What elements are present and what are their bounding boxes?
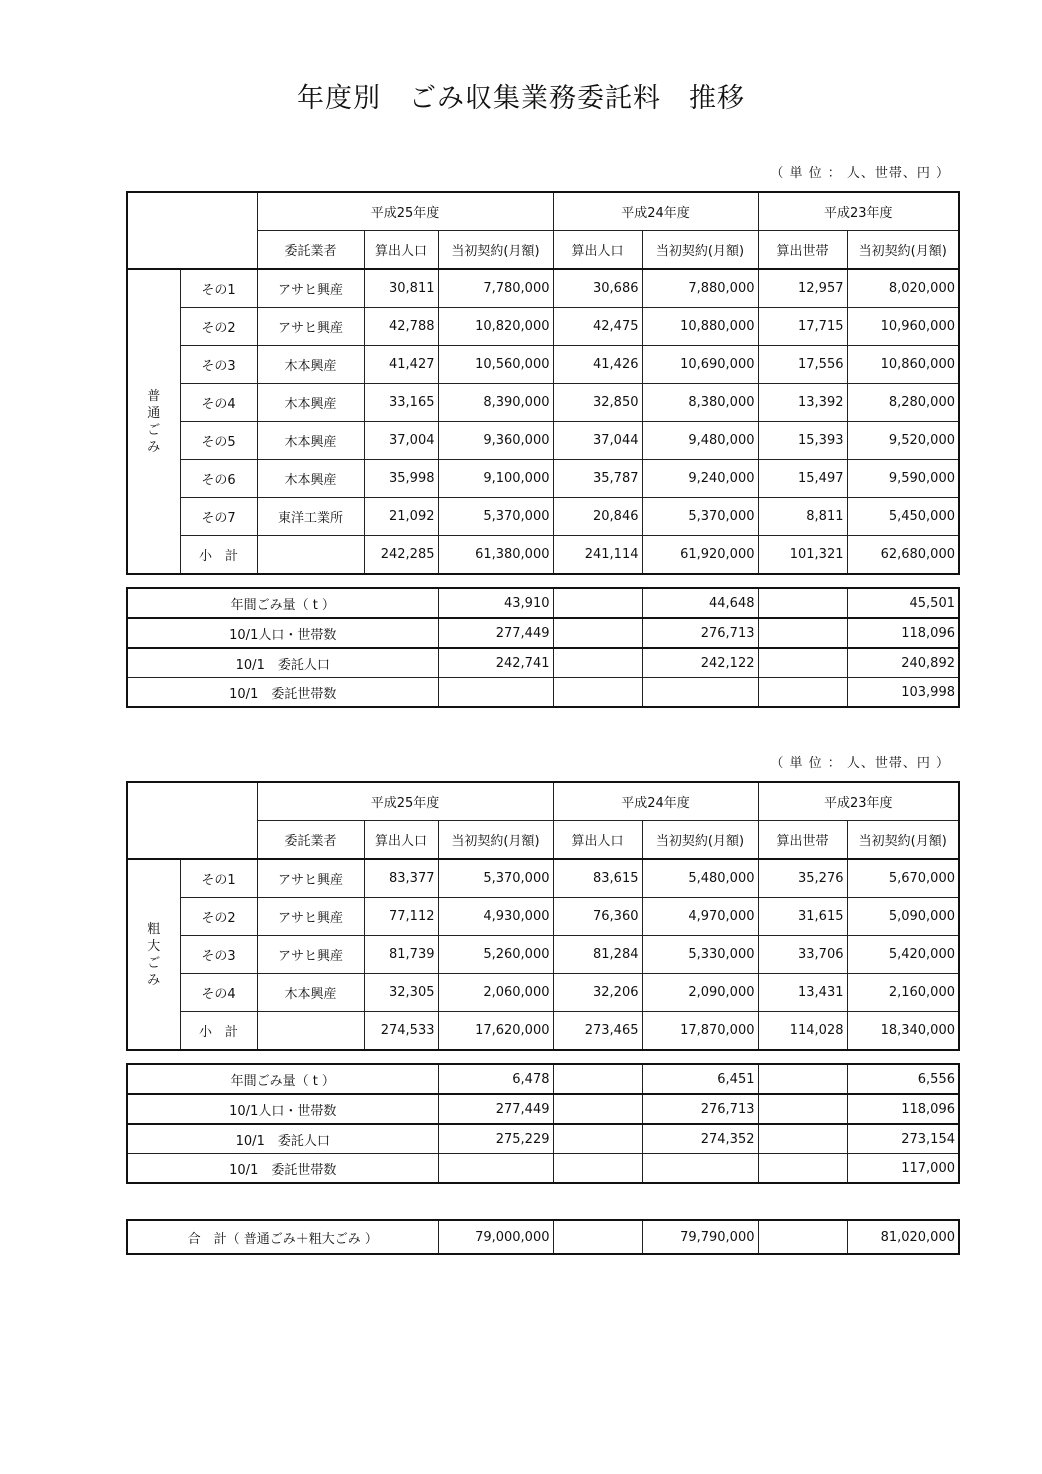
contractor-name: アサヒ興産 (257, 308, 364, 346)
normal-waste-table (126, 191, 960, 575)
row-label: その4 (180, 384, 257, 422)
value-cell: 18,340,000 (847, 1012, 959, 1051)
value-cell: 35,276 (758, 859, 847, 898)
value-cell: 7,780,000 (438, 269, 553, 308)
table-row (127, 498, 959, 536)
header-corner (127, 782, 257, 859)
table-row (127, 346, 959, 384)
empty-cell (758, 1220, 847, 1254)
col-initial-contract: 当初契約(月額) (438, 231, 553, 270)
value-cell: 9,480,000 (642, 422, 758, 460)
contractor-name: 木本興産 (257, 384, 364, 422)
value-cell: 62,680,000 (847, 536, 959, 575)
table-row (127, 859, 959, 898)
value-cell: 5,370,000 (438, 859, 553, 898)
contractor-name: アサヒ興産 (257, 898, 364, 936)
empty-cell (553, 1064, 642, 1094)
empty-cell (758, 648, 847, 678)
value-cell: 10,560,000 (438, 346, 553, 384)
value-cell: 8,811 (758, 498, 847, 536)
empty-cell (553, 588, 642, 618)
empty-cell (553, 1220, 642, 1254)
stats-row (127, 678, 959, 708)
table-row (127, 269, 959, 308)
value-cell (642, 678, 758, 708)
value-cell: 83,615 (553, 859, 642, 898)
page-title: 年度別 ごみ収集業務委託料 推移 (297, 83, 745, 114)
col-contractor: 委託業者 (257, 821, 364, 860)
col-pop-calc: 算出人口 (553, 231, 642, 270)
value-cell: 5,670,000 (847, 859, 959, 898)
value-cell: 241,114 (553, 536, 642, 575)
value-cell: 9,100,000 (438, 460, 553, 498)
subtotal-row (127, 1012, 959, 1051)
stats-row (127, 648, 959, 678)
value-cell: 43,910 (438, 588, 553, 618)
category-normal-waste: 普 通 ご み (127, 269, 180, 574)
value-cell: 35,787 (553, 460, 642, 498)
row-label: その5 (180, 422, 257, 460)
contractor-name: 木本興産 (257, 974, 364, 1012)
row-label: その4 (180, 974, 257, 1012)
value-cell (438, 678, 553, 708)
contractor-name: 東洋工業所 (257, 498, 364, 536)
value-cell: 2,160,000 (847, 974, 959, 1012)
stats-row (127, 1124, 959, 1154)
bulky-waste-table (126, 781, 960, 1051)
value-cell: 5,480,000 (642, 859, 758, 898)
value-cell: 31,615 (758, 898, 847, 936)
value-cell: 5,420,000 (847, 936, 959, 974)
col-initial-contract: 当初契約(月額) (642, 821, 758, 860)
table-row (127, 898, 959, 936)
value-cell: 2,060,000 (438, 974, 553, 1012)
value-cell: 35,998 (364, 460, 438, 498)
value-cell: 41,426 (553, 346, 642, 384)
value-cell: 77,112 (364, 898, 438, 936)
table-row (127, 460, 959, 498)
value-cell: 276,713 (642, 618, 758, 648)
value-cell: 20,846 (553, 498, 642, 536)
col-initial-contract: 当初契約(月額) (847, 231, 959, 270)
empty-cell (553, 648, 642, 678)
row-label: その2 (180, 308, 257, 346)
value-cell: 6,478 (438, 1064, 553, 1094)
header-corner (127, 192, 257, 269)
contractor-name: 木本興産 (257, 422, 364, 460)
stats-row (127, 618, 959, 648)
value-cell: 5,370,000 (438, 498, 553, 536)
value-cell: 17,620,000 (438, 1012, 553, 1051)
col-pop-calc: 算出人口 (553, 821, 642, 860)
col-initial-contract: 当初契約(月額) (438, 821, 553, 860)
value-cell: 61,920,000 (642, 536, 758, 575)
value-cell: 79,000,000 (438, 1220, 553, 1254)
value-cell: 81,284 (553, 936, 642, 974)
value-cell: 44,648 (642, 588, 758, 618)
value-cell: 8,280,000 (847, 384, 959, 422)
table-row (127, 384, 959, 422)
table-row (127, 974, 959, 1012)
row-label: その3 (180, 936, 257, 974)
value-cell: 5,450,000 (847, 498, 959, 536)
value-cell: 9,590,000 (847, 460, 959, 498)
col-household-calc: 算出世帯 (758, 231, 847, 270)
row-label: その1 (180, 859, 257, 898)
value-cell: 37,004 (364, 422, 438, 460)
value-cell: 118,096 (847, 618, 959, 648)
value-cell (642, 1154, 758, 1184)
value-cell: 118,096 (847, 1094, 959, 1124)
value-cell: 32,206 (553, 974, 642, 1012)
value-cell: 9,520,000 (847, 422, 959, 460)
row-label: その6 (180, 460, 257, 498)
value-cell: 277,449 (438, 1094, 553, 1124)
value-cell: 32,305 (364, 974, 438, 1012)
value-cell: 17,715 (758, 308, 847, 346)
subtotal-label: 小 計 (180, 1012, 257, 1051)
value-cell (438, 1154, 553, 1184)
value-cell: 79,790,000 (642, 1220, 758, 1254)
row-label: その2 (180, 898, 257, 936)
value-cell: 15,497 (758, 460, 847, 498)
value-cell: 277,449 (438, 618, 553, 648)
value-cell: 101,321 (758, 536, 847, 575)
value-cell: 273,154 (847, 1124, 959, 1154)
stats-row (127, 1064, 959, 1094)
value-cell: 9,240,000 (642, 460, 758, 498)
value-cell: 12,957 (758, 269, 847, 308)
value-cell: 13,392 (758, 384, 847, 422)
value-cell: 6,556 (847, 1064, 959, 1094)
category-bulky-waste: 粗 大 ご み (127, 859, 180, 1050)
year-header-h23: 平成23年度 (758, 782, 959, 821)
value-cell: 10,690,000 (642, 346, 758, 384)
value-cell: 45,501 (847, 588, 959, 618)
value-cell: 10,860,000 (847, 346, 959, 384)
empty-cell (758, 1124, 847, 1154)
grand-total-table (126, 1219, 960, 1255)
row-label: その3 (180, 346, 257, 384)
stats-label: 10/1 委託人口 (127, 648, 438, 678)
stats-row (127, 588, 959, 618)
contractor-name: 木本興産 (257, 346, 364, 384)
value-cell: 15,393 (758, 422, 847, 460)
table-row (127, 936, 959, 974)
value-cell: 275,229 (438, 1124, 553, 1154)
value-cell: 8,390,000 (438, 384, 553, 422)
value-cell: 30,686 (553, 269, 642, 308)
value-cell: 4,970,000 (642, 898, 758, 936)
empty-cell (758, 588, 847, 618)
unit-label: （ 単 位 ： 人、世帯、円 ） (770, 756, 950, 771)
empty-cell (758, 1154, 847, 1184)
contractor-name: アサヒ興産 (257, 269, 364, 308)
year-header-h25: 平成25年度 (257, 782, 553, 821)
contractor-name: 木本興産 (257, 460, 364, 498)
empty-cell (553, 1154, 642, 1184)
table-row (127, 422, 959, 460)
empty-cell (553, 678, 642, 708)
row-label: その1 (180, 269, 257, 308)
empty-cell (758, 678, 847, 708)
subtotal-row (127, 536, 959, 575)
empty-cell (257, 536, 364, 575)
col-household-calc: 算出世帯 (758, 821, 847, 860)
value-cell: 5,260,000 (438, 936, 553, 974)
subtotal-label: 小 計 (180, 536, 257, 575)
value-cell: 37,044 (553, 422, 642, 460)
value-cell: 10,960,000 (847, 308, 959, 346)
contractor-name: アサヒ興産 (257, 936, 364, 974)
col-initial-contract: 当初契約(月額) (847, 821, 959, 860)
value-cell: 42,788 (364, 308, 438, 346)
value-cell: 81,739 (364, 936, 438, 974)
value-cell: 13,431 (758, 974, 847, 1012)
value-cell: 10,820,000 (438, 308, 553, 346)
value-cell: 2,090,000 (642, 974, 758, 1012)
empty-cell (553, 1124, 642, 1154)
empty-cell (553, 1094, 642, 1124)
empty-cell (758, 618, 847, 648)
year-header-h25: 平成25年度 (257, 192, 553, 231)
value-cell: 5,370,000 (642, 498, 758, 536)
col-pop-calc: 算出人口 (364, 821, 438, 860)
stats-label: 10/1人口・世帯数 (127, 618, 438, 648)
contractor-name: アサヒ興産 (257, 859, 364, 898)
value-cell: 33,165 (364, 384, 438, 422)
value-cell: 81,020,000 (847, 1220, 959, 1254)
value-cell: 42,475 (553, 308, 642, 346)
value-cell: 242,122 (642, 648, 758, 678)
value-cell: 32,850 (553, 384, 642, 422)
value-cell: 9,360,000 (438, 422, 553, 460)
value-cell: 240,892 (847, 648, 959, 678)
value-cell: 114,028 (758, 1012, 847, 1051)
value-cell: 33,706 (758, 936, 847, 974)
value-cell: 41,427 (364, 346, 438, 384)
col-initial-contract: 当初契約(月額) (642, 231, 758, 270)
empty-cell (758, 1094, 847, 1124)
empty-cell (553, 618, 642, 648)
stats-row (127, 1094, 959, 1124)
stats-label: 年間ごみ量（ t ） (127, 588, 438, 618)
unit-label: （ 単 位 ： 人、世帯、円 ） (770, 166, 950, 181)
value-cell: 17,870,000 (642, 1012, 758, 1051)
value-cell: 274,352 (642, 1124, 758, 1154)
value-cell: 273,465 (553, 1012, 642, 1051)
bulky-waste-stats-table (126, 1063, 960, 1184)
stats-label: 10/1 委託世帯数 (127, 1154, 438, 1184)
value-cell: 242,741 (438, 648, 553, 678)
value-cell: 276,713 (642, 1094, 758, 1124)
value-cell: 274,533 (364, 1012, 438, 1051)
col-contractor: 委託業者 (257, 231, 364, 270)
year-header-h24: 平成24年度 (553, 192, 758, 231)
row-label: その7 (180, 498, 257, 536)
value-cell: 242,285 (364, 536, 438, 575)
grand-total-label: 合 計（ 普通ごみ＋粗大ごみ ） (127, 1220, 438, 1254)
value-cell: 61,380,000 (438, 536, 553, 575)
normal-waste-stats-table (126, 587, 960, 708)
grand-total-row (127, 1220, 959, 1254)
value-cell: 10,880,000 (642, 308, 758, 346)
stats-label: 10/1 委託世帯数 (127, 678, 438, 708)
value-cell: 6,451 (642, 1064, 758, 1094)
value-cell: 21,092 (364, 498, 438, 536)
value-cell: 117,000 (847, 1154, 959, 1184)
stats-label: 10/1人口・世帯数 (127, 1094, 438, 1124)
stats-label: 年間ごみ量（ t ） (127, 1064, 438, 1094)
empty-cell (257, 1012, 364, 1051)
value-cell: 17,556 (758, 346, 847, 384)
table-row (127, 308, 959, 346)
value-cell: 103,998 (847, 678, 959, 708)
value-cell: 8,380,000 (642, 384, 758, 422)
col-pop-calc: 算出人口 (364, 231, 438, 270)
value-cell: 76,360 (553, 898, 642, 936)
value-cell: 5,090,000 (847, 898, 959, 936)
year-header-h23: 平成23年度 (758, 192, 959, 231)
stats-label: 10/1 委託人口 (127, 1124, 438, 1154)
value-cell: 30,811 (364, 269, 438, 308)
value-cell: 7,880,000 (642, 269, 758, 308)
stats-row (127, 1154, 959, 1184)
value-cell: 8,020,000 (847, 269, 959, 308)
value-cell: 4,930,000 (438, 898, 553, 936)
value-cell: 83,377 (364, 859, 438, 898)
year-header-h24: 平成24年度 (553, 782, 758, 821)
empty-cell (758, 1064, 847, 1094)
value-cell: 5,330,000 (642, 936, 758, 974)
